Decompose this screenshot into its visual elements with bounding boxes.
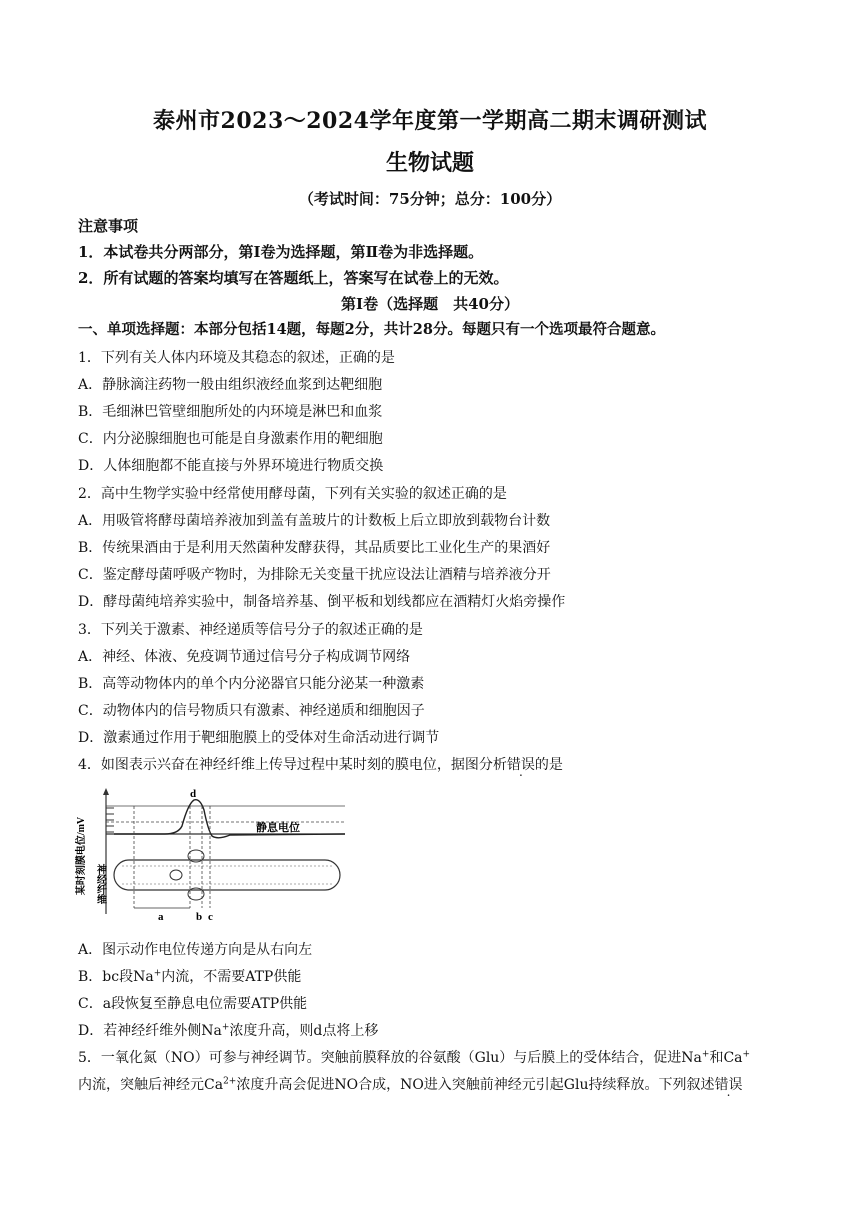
- q1-option-d: D．人体细胞都不能直接与外界环境进行物质交换: [78, 458, 384, 474]
- q2-option-a: A．用吸管将酵母菌培养液加到盖有盖玻片的计数板上后立即放到载物台计数: [78, 513, 551, 529]
- section-heading: 一、单项选择题：本部分包括14题，每题2分，共计28分。每题只有一个选项最符合题意。: [78, 321, 665, 338]
- q5-line-2b: 浓度升高会促进NO合成，NO进入突触前神经元引起Glu持续释放。下列叙述: [236, 1077, 715, 1093]
- q5-line-2a: 内流，突触后神经元Ca: [78, 1077, 224, 1093]
- notice-heading: 注意事项: [78, 217, 139, 235]
- q4-stem: [78, 755, 563, 775]
- q5-line-1-sup2: +: [742, 1049, 751, 1060]
- notice-item-2: 2．所有试题的答案均填写在答题纸上，答案写在试卷上的无效。: [78, 269, 509, 287]
- q5-line-2-emph: 错误: [714, 1077, 743, 1093]
- notice-item-1: 1．本试卷共分两部分，第Ⅰ卷为选择题，第Ⅱ卷为非选择题。: [78, 243, 484, 261]
- q4-stem-pre: 4．如图表示兴奋在神经纤维上传导过程中某时刻的膜电位，据图分析: [78, 757, 507, 773]
- q4-option-a: A．图示动作电位传递方向是从右向左: [78, 942, 313, 958]
- q5-line-1: [78, 1048, 750, 1068]
- exam-subtitle: 生物试题: [385, 150, 474, 176]
- q4-option-b-sup: +: [153, 968, 162, 979]
- q5-line-2: [78, 1075, 742, 1095]
- q5-line-2-sup: 2+: [223, 1076, 237, 1087]
- membrane-potential-figure: [70, 786, 360, 926]
- exam-info: （考试时间：75分钟；总分：100分）: [298, 190, 562, 208]
- q4-stem-post: 的是: [534, 757, 563, 773]
- q2-option-d: D．酵母菌纯培养实验中，制备培养基、倒平板和划线都应在酒精灯火焰旁操作: [78, 594, 566, 610]
- q4-option-b: [78, 967, 301, 987]
- part1-heading: 第Ⅰ卷（选择题 共40分）: [341, 295, 519, 313]
- point-label-b: b: [196, 911, 203, 923]
- q3-stem: 3．下列关于激素、神经递质等信号分子的叙述正确的是: [78, 622, 423, 638]
- q5-line-1b: 和Ca: [709, 1050, 743, 1066]
- q1-option-b: B．毛细淋巴管壁细胞所处的内环境是淋巴和血浆: [78, 404, 383, 420]
- q2-option-b: B．传统果酒由于是利用天然菌种发酵获得，其品质要比工业化生产的果酒好: [78, 540, 551, 556]
- q4-option-d: [78, 1021, 378, 1041]
- q4-option-d-sup: +: [221, 1022, 230, 1033]
- q3-option-c: C．动物体内的信号物质只有激素、神经递质和细胞因子: [78, 703, 425, 719]
- resting-potential-label: 静息电位: [256, 822, 300, 834]
- q4-option-c: C．a段恢复至静息电位需要ATP供能: [78, 996, 308, 1012]
- q1-option-c: C．内分泌腺细胞也可能是自身激素作用的靶细胞: [78, 431, 383, 447]
- y-axis-label: 某时刻膜电位/mV: [76, 816, 87, 896]
- exam-title: 泰州市2023～2024学年度第一学期高二期末调研测试: [153, 108, 707, 134]
- q4-stem-emph: 错误: [506, 757, 535, 773]
- point-label-c: c: [208, 911, 213, 923]
- q3-option-a: A．神经、体液、免疫调节通过信号分子构成调节网络: [78, 649, 411, 665]
- q4-option-d-post: 浓度升高，则d点将上移: [229, 1023, 379, 1039]
- nerve-fiber-label: 神经纤维: [94, 864, 106, 904]
- segment-label-a: a: [158, 911, 164, 923]
- peak-label-d: d: [190, 788, 197, 800]
- q5-line-1a: 5．一氧化氮（NO）可参与神经调节。突触前膜释放的谷氨酸（Glu）与后膜上的受体结合，促进Na: [78, 1050, 702, 1066]
- q5-line-1-sup1: +: [701, 1049, 710, 1060]
- q2-stem: 2．高中生物学实验中经常使用酵母菌，下列有关实验的叙述正确的是: [78, 486, 507, 502]
- q3-option-d: D．激素通过作用于靶细胞膜上的受体对生命活动进行调节: [78, 730, 440, 746]
- q3-option-b: B．高等动物体内的单个内分泌器官只能分泌某一种激素: [78, 676, 425, 692]
- q4-option-b-pre: B．bc段Na: [78, 969, 154, 985]
- q1-stem: 1．下列有关人体内环境及其稳态的叙述，正确的是: [78, 350, 395, 366]
- q4-option-b-post: 内流，不需要ATP供能: [161, 969, 302, 985]
- q2-option-c: C．鉴定酵母菌呼吸产物时，为排除无关变量干扰应设法让酒精与培养液分开: [78, 567, 551, 583]
- q1-option-a: A．静脉滴注药物一般由组织液经血浆到达靶细胞: [78, 377, 383, 393]
- q4-option-d-pre: D．若神经纤维外侧Na: [78, 1023, 222, 1039]
